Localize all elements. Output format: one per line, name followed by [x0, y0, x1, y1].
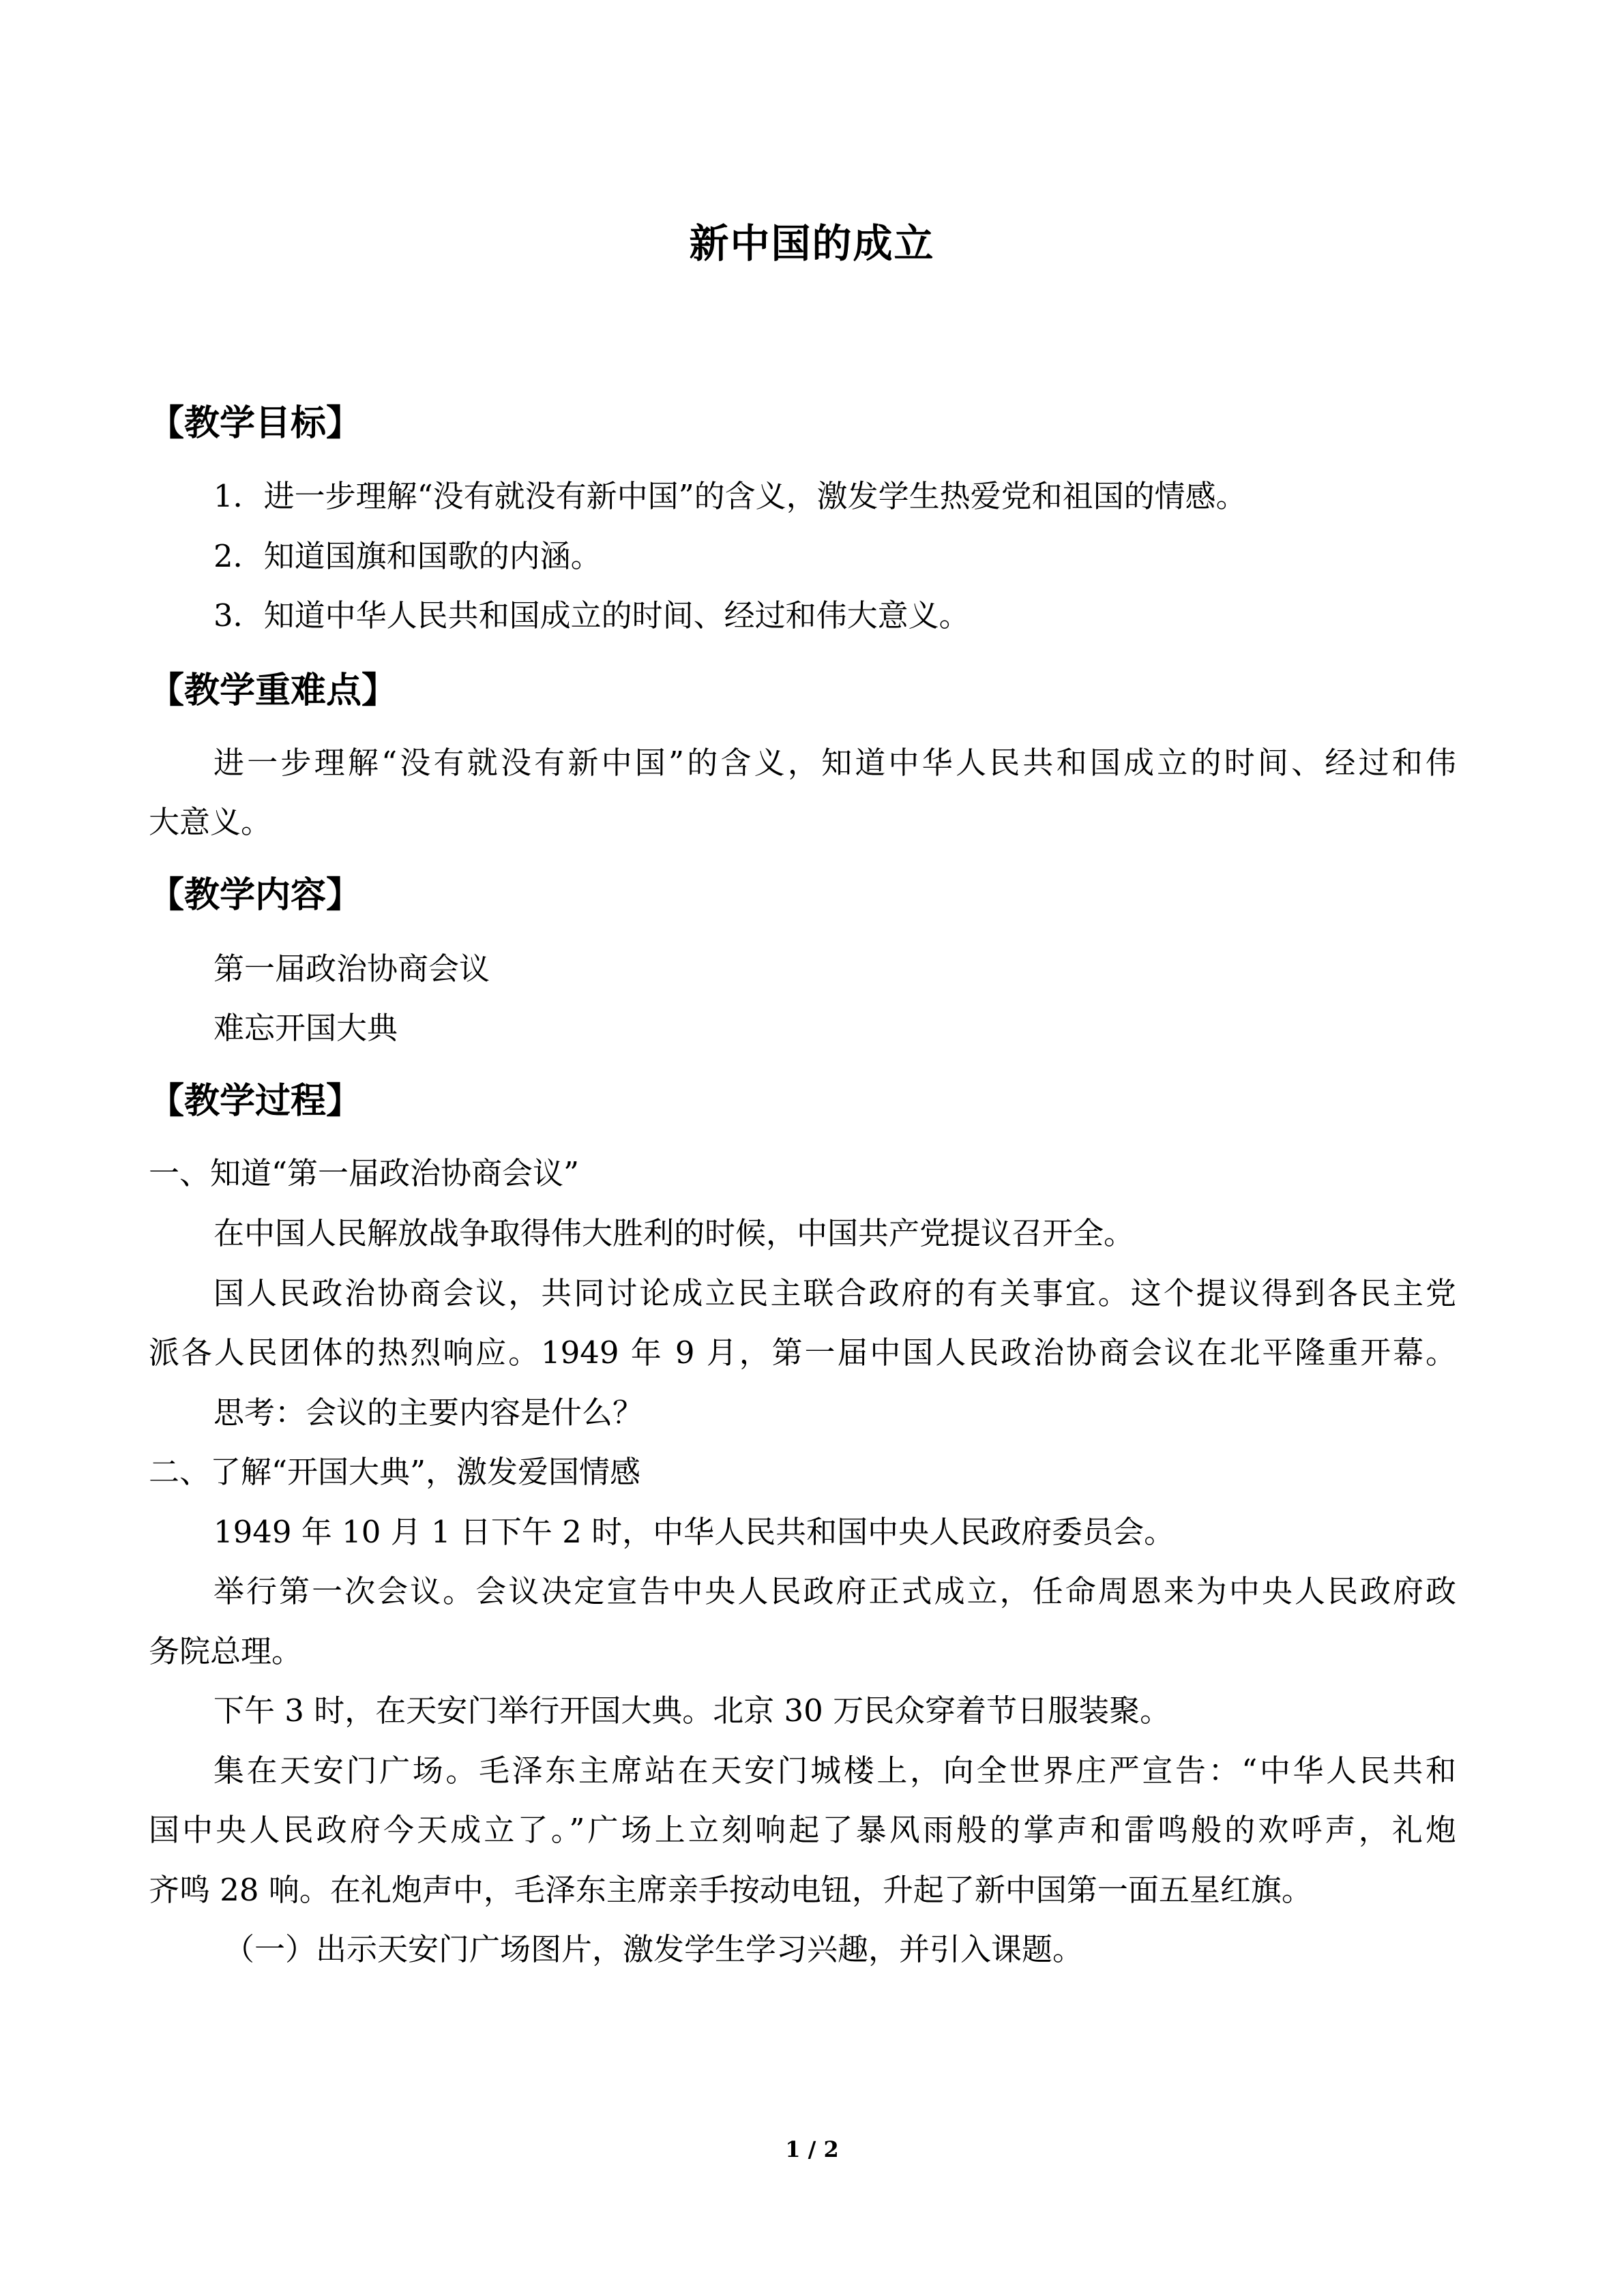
content-item-1: 第一届政治协商会议 — [213, 951, 490, 987]
process-paragraph: 在中国人民解放战争取得伟大胜利的时候，中国共产党提议召开全。 — [213, 1215, 1135, 1251]
process-paragraph: 齐鸣 28 响。在礼炮声中，毛泽东主席亲手按动电钮，升起了新中国第一面五星红旗。 — [149, 1872, 1312, 1908]
objective-item-1: 1．进一步理解“没有就没有新中国”的含义，激发学生热爱党和祖国的情感。 — [213, 478, 1247, 514]
section-heading-objectives: 【教学目标】 — [149, 403, 362, 444]
process-paragraph-text: 集在天安门广场。毛泽东主席站在天安门城楼上，向全世界庄严宣告：“中华人民共和 — [213, 1753, 1456, 1789]
page-number: 1 / 2 — [785, 2136, 839, 2162]
content-item-2: 难忘开国大典 — [213, 1010, 398, 1046]
page-title: 新中国的成立 — [689, 220, 935, 267]
process-paragraph: 1949 年 10 月 1 日下午 2 时，中华人民共和国中央人民政府委员会。 — [213, 1514, 1175, 1550]
key-points-line-1-text: 进一步理解“没有就没有新中国”的含义，知道中华人民共和国成立的时间、经过和伟 — [213, 745, 1456, 781]
section-heading-key-points: 【教学重难点】 — [149, 670, 398, 711]
process-step-1: （一）出示天安门广场图片，激发学生学习兴趣，并引入课题。 — [224, 1931, 1084, 1967]
section-heading-content: 【教学内容】 — [149, 875, 362, 916]
process-paragraph-text: 国人民政治协商会议，共同讨论成立民主联合政府的有关事宜。这个提议得到各民主党 — [213, 1275, 1456, 1311]
process-paragraph-text: 国中央人民政府今天成立了。”广场上立刻响起了暴风雨般的掌声和雷鸣般的欢呼声，礼炮 — [149, 1812, 1456, 1848]
process-subheading-1: 一、知道“第一届政治协商会议” — [149, 1155, 580, 1191]
process-question: 思考：会议的主要内容是什么？ — [213, 1395, 644, 1431]
key-points-line-2: 大意义。 — [149, 804, 272, 840]
process-paragraph — [149, 1812, 1456, 1848]
process-paragraph-text: 派各人民团体的热烈响应。1949 年 9 月，第一届中国人民政治协商会议在北平隆重开幕。 — [149, 1335, 1456, 1371]
objective-item-2: 2．知道国旗和国歌的内涵。 — [213, 538, 602, 574]
process-paragraph: 下午 3 时，在天安门举行开国大典。北京 30 万民众穿着节日服装聚。 — [213, 1693, 1171, 1729]
process-paragraph — [149, 1573, 1456, 1609]
key-points-line-1 — [149, 745, 1456, 781]
objective-item-3: 3．知道中华人民共和国成立的时间、经过和伟大意义。 — [213, 597, 970, 633]
process-paragraph: 务院总理。 — [149, 1633, 303, 1669]
section-heading-process: 【教学过程】 — [149, 1081, 362, 1122]
process-paragraph — [149, 1275, 1456, 1311]
process-paragraph — [149, 1753, 1456, 1789]
process-paragraph — [149, 1335, 1456, 1371]
process-paragraph-text: 举行第一次会议。会议决定宣告中央人民政府正式成立，任命周恩来为中央人民政府政 — [213, 1573, 1456, 1609]
process-subheading-2: 二、了解“开国大典”，激发爱国情感 — [149, 1454, 641, 1490]
